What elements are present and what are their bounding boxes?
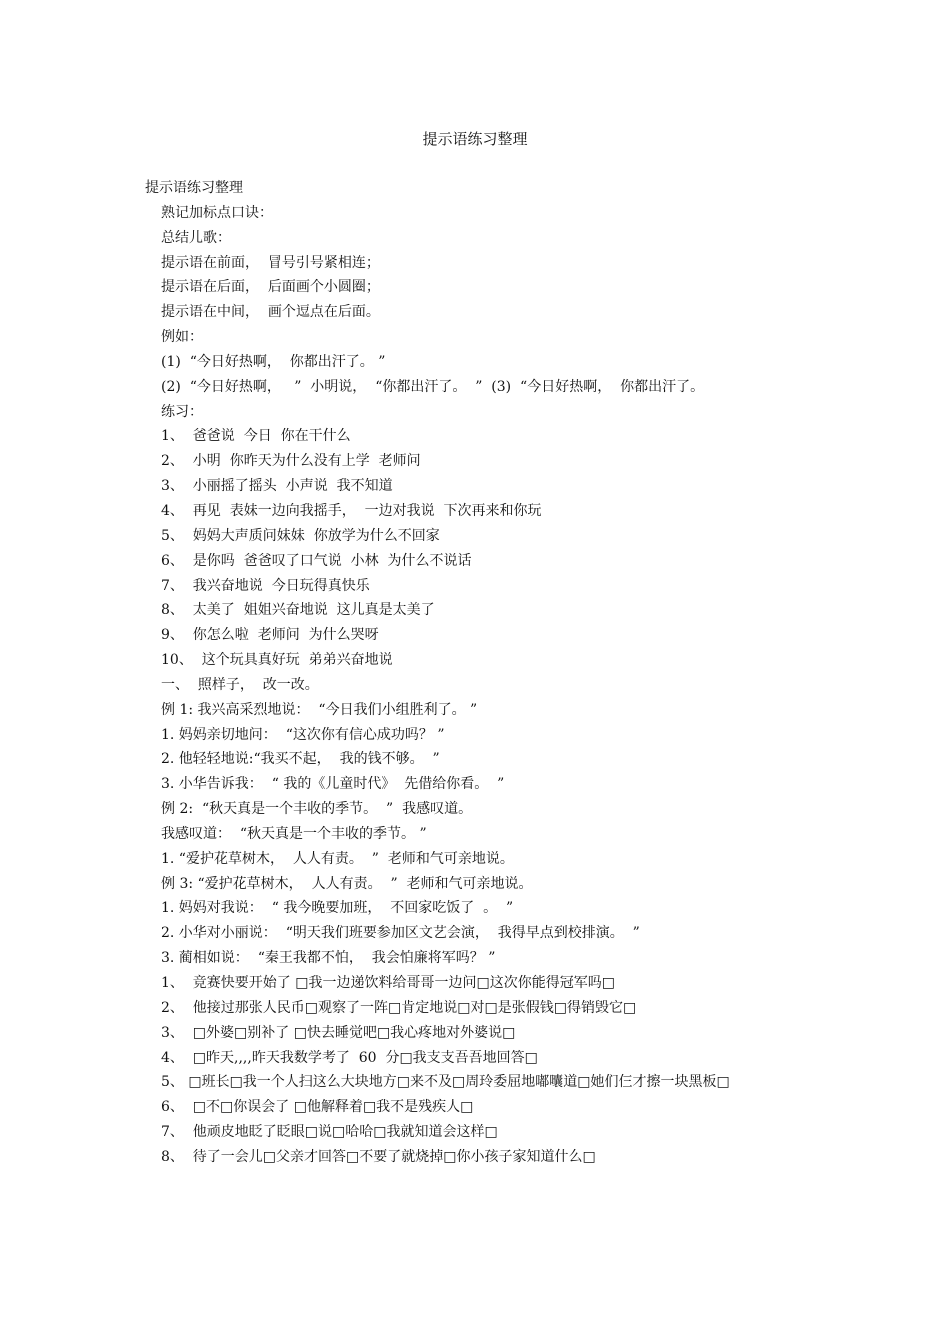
text-line: 提示语在后面， 后面画个小圆圈； [161,279,380,296]
text-line: 8、 待了一会儿□父亲才回答□不要了就烧掉□你小孩子家知道什么□ [161,1148,596,1165]
text-line: (1) “今日好热啊， 你都出汗了。 ” [161,353,386,370]
text-line: 7、 我兴奋地说 今日玩得真快乐 [161,577,370,594]
text-line: 提示语在前面， 冒号引号紧相连； [161,254,380,271]
text-line: 提示语练习整理 [145,180,243,196]
text-line: (2) “今日好热啊， ” 小明说， “你都出汗了。 ” (3) “今日好热啊， 你都出汗了。 [161,378,705,395]
text-line: 提示语在中间， 画个逗点在后面。 [161,304,380,321]
text-line: 1、 竞赛快要开始了 □我一边递饮料给哥哥一边问□这次你能得冠军吗□ [161,975,615,991]
text-line: 3、 □外婆□别补了 □快去睡觉吧□我心疼地对外婆说□ [161,1024,516,1041]
text-line: 2、 他接过那张人民币□观察了一阵□肯定地说□对□是张假钱□得销毁它□ [161,999,637,1016]
document-body [145,176,815,1170]
text-line: 6、 是你吗 爸爸叹了口气说 小林 为什么不说话 [161,552,472,569]
text-line: 8、 太美了 姐姐兴奋地说 这儿真是太美了 [161,602,435,619]
text-line: 2. 他轻轻地说:“我买不起， 我的钱不够。 ” [161,751,440,768]
text-line: 6、 □不□你误会了 □他解释着□我不是残疾人□ [161,1099,474,1116]
text-line: 9、 你怎么啦 老师问 为什么哭呀 [161,627,379,644]
text-line: 7、 他顽皮地眨了眨眼□说□哈哈□我就知道会这样□ [161,1124,498,1141]
text-line: 4、 再见 表妹一边向我摇手， 一边对我说 下次再来和你玩 [161,502,542,519]
text-line: 2、 小明 你昨天为什么没有上学 老师问 [161,453,421,470]
text-line: 3. 蔺相如说： “秦王我都不怕， 我会怕廉将军吗？ ” [161,950,496,967]
text-line: 1. 妈妈亲切地问： “这次你有信心成功吗？ ” [161,726,445,743]
text-line: 例 1: 我兴高采烈地说： “今日我们小组胜利了。 ” [161,701,478,718]
text-line: 例如： [161,329,203,346]
text-line: 总结儿歌： [161,229,231,246]
text-line: 5、 □班长□我一个人扫这么大块地方□来不及□周玲委屈地嘟囔道□她们仨才擦一块黑板□ [161,1074,730,1091]
text-line: 我感叹道： “秋天真是一个丰收的季节。 ” [161,825,427,842]
text-line: 熟记加标点口诀： [161,204,273,221]
text-line: 例 3: “爱护花草树木， 人人有责。 ” 老师和气可亲地说。 [161,875,533,892]
text-line: 1、 爸爸说 今日 你在干什么 [161,428,351,445]
text-line: 1. “爱护花草树木， 人人有责。 ” 老师和气可亲地说。 [161,850,514,867]
text-line: 4、 □昨天,,,,昨天我数学考了 60 分□我支支吾吾地回答□ [161,1049,538,1066]
text-line: 3、 小丽摇了摇头 小声说 我不知道 [161,478,393,495]
text-line: 例 2: “秋天真是一个丰收的季节。 ” 我感叹道。 [161,801,473,818]
text-line: 3. 小华告诉我： “ 我的《儿童时代》 先借给你看。 ” [161,776,505,793]
page-title: 提示语练习整理 [422,130,528,148]
text-line: 10、 这个玩具真好玩 弟弟兴奋地说 [161,652,393,669]
text-line: 2. 小华对小丽说： “明天我们班要参加区文艺会演， 我得早点到校排演。 ” [161,925,640,942]
text-line: 练习： [161,403,203,420]
text-line: 一、 照样子， 改一改。 [161,676,319,693]
text-line: 5、 妈妈大声质问妹妹 你放学为什么不回家 [161,527,440,544]
text-line: 1. 妈妈对我说： “ 我今晚要加班， 不回家吃饭了 。 ” [161,900,514,917]
